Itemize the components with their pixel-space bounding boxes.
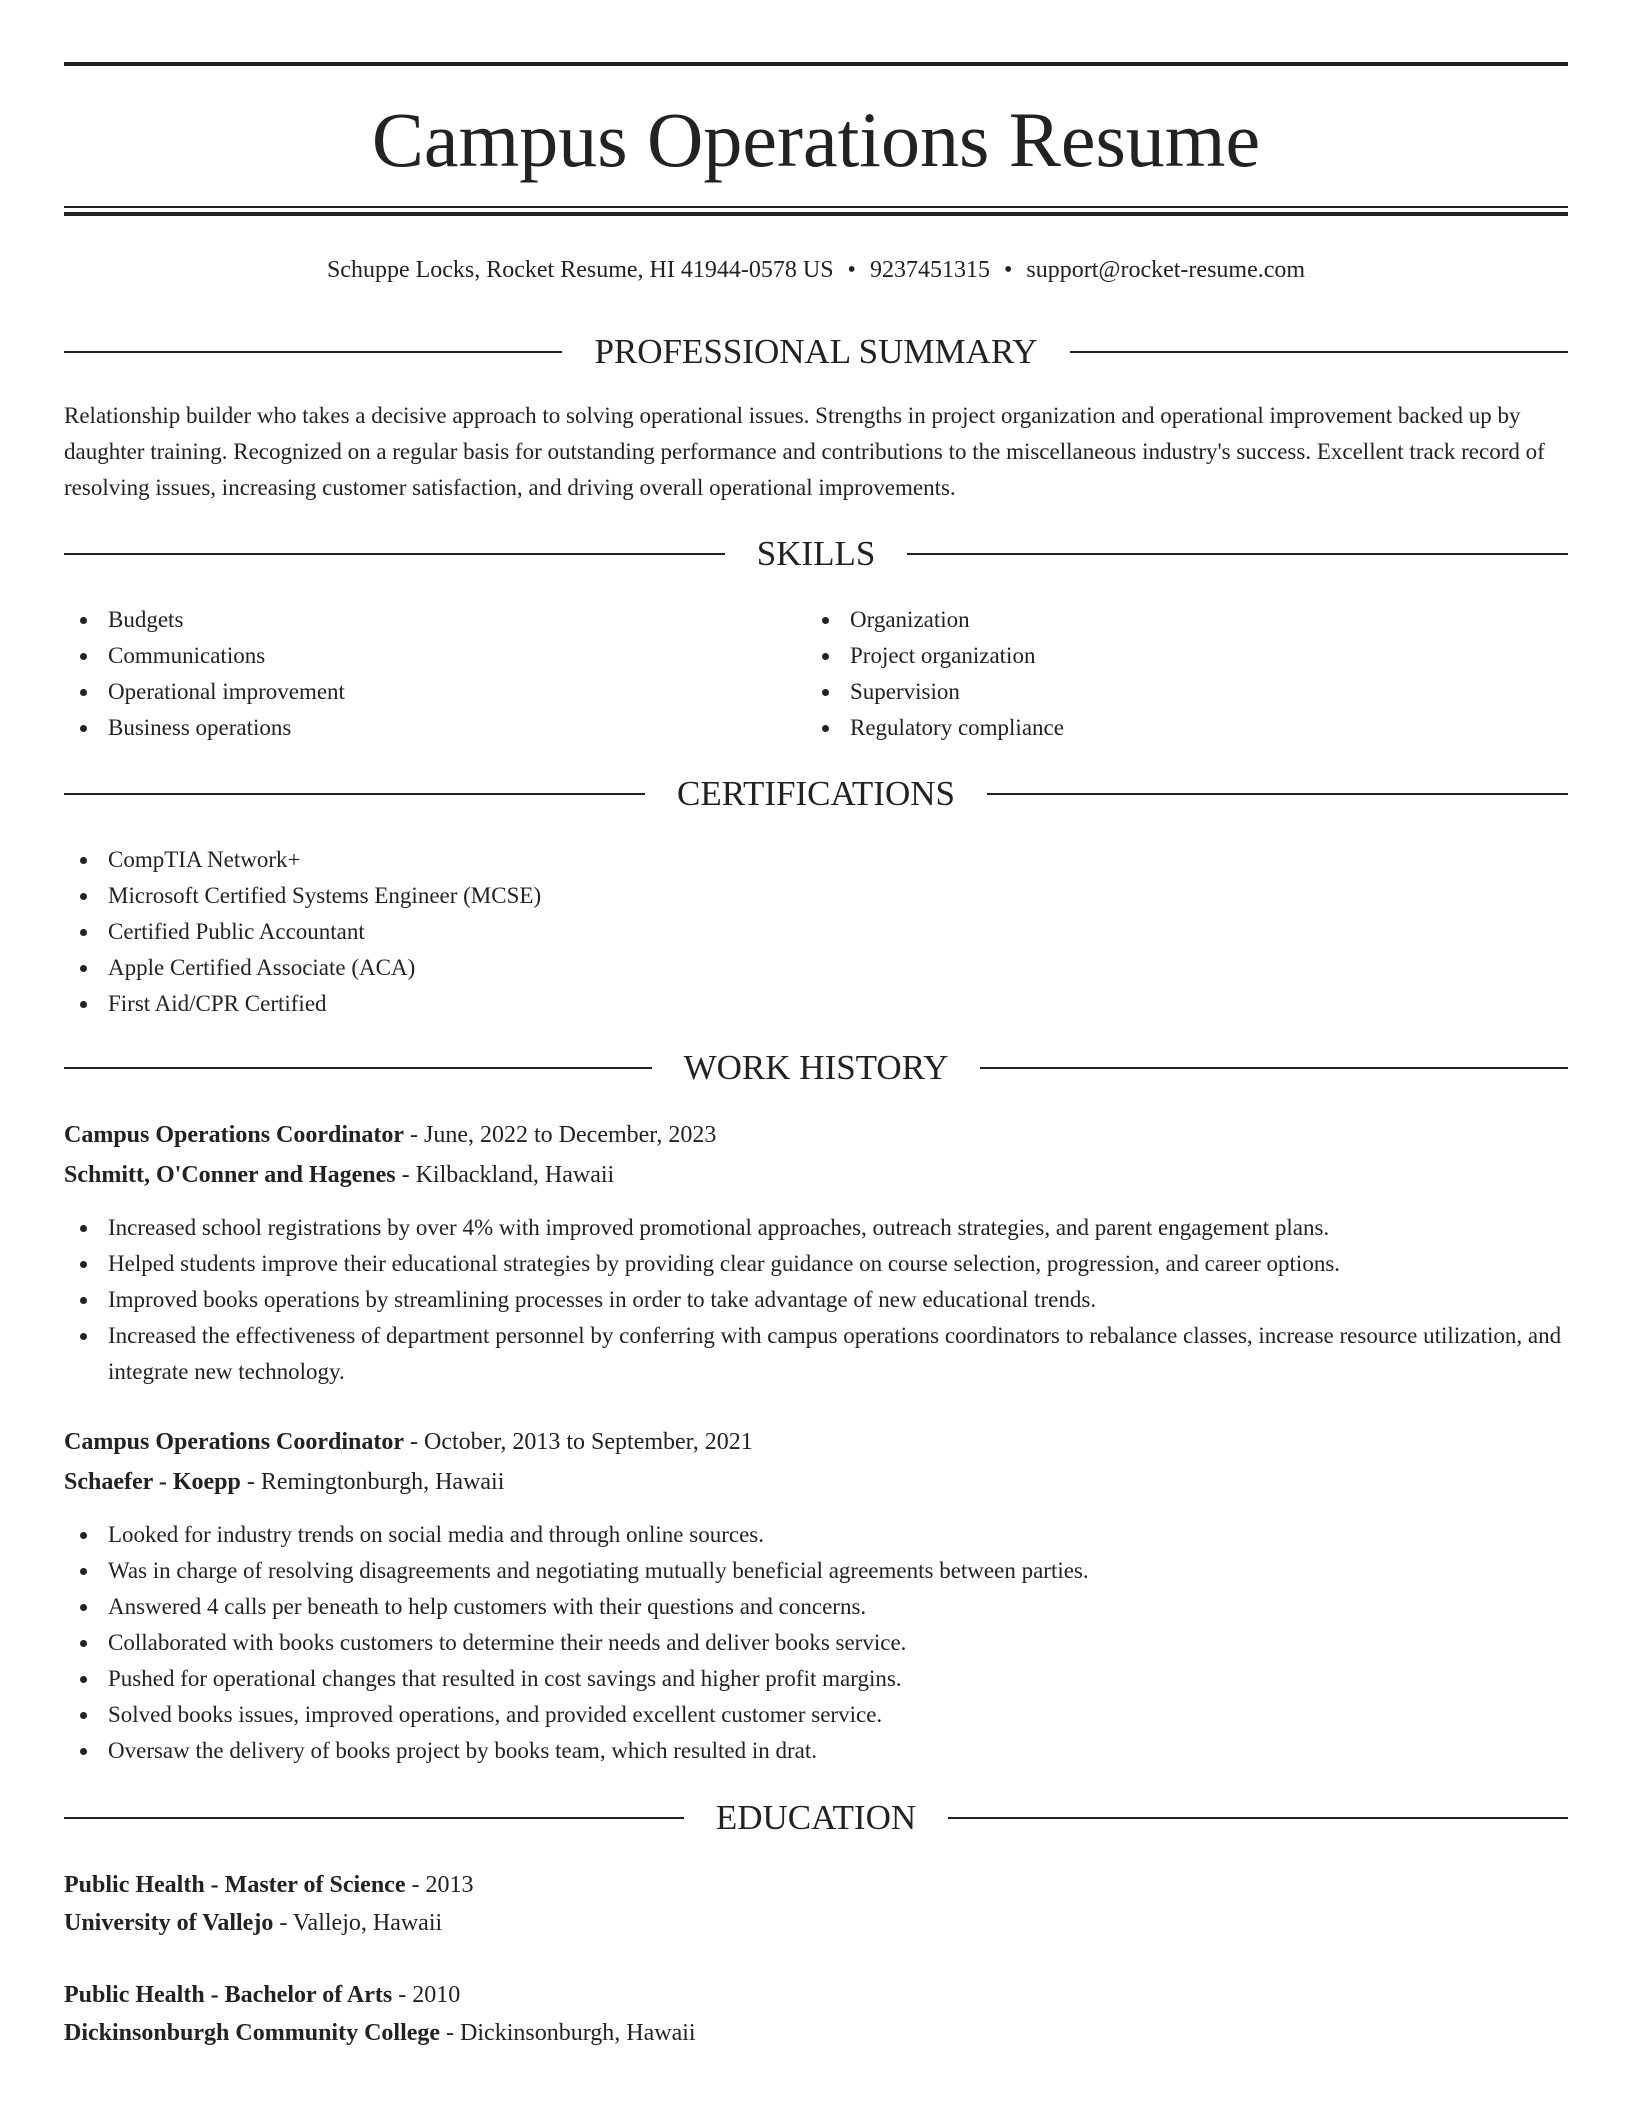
summary-text: Relationship builder who takes a decisive approach to solving operational issues. Strengths in project organization and operational improvement backed up by daughter training. Recognized on a regular basis for outstanding performance and contributions to the miscellaneous industry's success. Excellent track record of resolving issues, increasing customer satisfaction, and driving overall operational improvements. (64, 403, 1545, 500)
job-bullet-item: Answered 4 calls per beneath to help customers with their questions and concerns. (64, 1589, 1568, 1625)
skill-item: Organization (806, 602, 1546, 638)
skills-list (64, 602, 804, 746)
certification-item: Microsoft Certified Systems Engineer (MCSE) (64, 878, 1568, 914)
job-bullet-item: Improved books operations by streamlining processes in order to take advantage of new educational trends. (64, 1282, 1568, 1318)
skill-item: Communications (64, 638, 804, 674)
header-rule-1 (64, 206, 1568, 208)
job-title-line (64, 1115, 1568, 1155)
job-title: Campus Operations Coordinator (64, 1429, 405, 1455)
skill-item: Regulatory compliance (806, 710, 1546, 746)
section-rule (64, 793, 645, 795)
job-title-line (64, 1422, 1568, 1462)
section-rule (64, 1067, 652, 1069)
job-company-line (64, 1462, 1568, 1502)
section-header-skills (64, 532, 1568, 576)
section-rule (907, 553, 1568, 555)
certifications-list (64, 842, 1568, 1022)
section-header-summary (64, 330, 1568, 374)
section-title: CERTIFICATIONS (677, 774, 955, 813)
section-rule (1070, 351, 1568, 353)
contact-line (64, 254, 1568, 286)
skill-item: Operational improvement (64, 674, 804, 710)
certification-item: Certified Public Accountant (64, 914, 1568, 950)
skills-column-right (806, 602, 1546, 746)
section-rule (64, 351, 562, 353)
contact-address: Schuppe Locks, Rocket Resume, HI 41944-0578 US (326, 257, 834, 283)
skill-item: Supervision (806, 674, 1546, 710)
education-degree: Public Health - Bachelor of Arts (64, 1982, 393, 2008)
job-company: Schaefer - Koepp (64, 1469, 241, 1495)
job-company: Schmitt, O'Conner and Hagenes (64, 1162, 396, 1188)
section-header-education (64, 1796, 1568, 1840)
job-bullet-item: Pushed for operational changes that resulted in cost savings and higher profit margins. (64, 1661, 1568, 1697)
education-year: - 2013 (405, 1872, 474, 1898)
section-rule (64, 1817, 684, 1819)
contact-separator: • (1003, 257, 1013, 283)
education-school: University of Vallejo (64, 1910, 274, 1936)
page-title: Campus Operations Resume (371, 96, 1261, 183)
education-school-line (64, 2013, 1568, 2053)
skills-list (806, 602, 1546, 746)
section-rule (987, 793, 1568, 795)
job-title: Campus Operations Coordinator (64, 1122, 405, 1148)
contact-phone: 9237451315 (869, 257, 990, 283)
section-header-certifications (64, 772, 1568, 816)
certification-item: Apple Certified Associate (ACA) (64, 950, 1568, 986)
skills-column-left (64, 602, 804, 746)
job-location: - Remingtonburgh, Hawaii (240, 1469, 505, 1495)
job-dates: - October, 2013 to September, 2021 (404, 1429, 753, 1455)
education-degree: Public Health - Master of Science (64, 1872, 406, 1898)
section-header-work (64, 1046, 1568, 1090)
section-rule (948, 1817, 1568, 1819)
section-title: PROFESSIONAL SUMMARY (594, 332, 1038, 371)
education-school-line (64, 1903, 1568, 1943)
job-location: - Kilbackland, Hawaii (395, 1162, 615, 1188)
section-title: WORK HISTORY (683, 1048, 949, 1087)
job-bullet-item: Collaborated with books customers to determine their needs and deliver books service. (64, 1625, 1568, 1661)
job-bullet-item: Was in charge of resolving disagreements and negotiating mutually beneficial agreements between parties. (64, 1553, 1568, 1589)
job-bullet-item: Oversaw the delivery of books project by books team, which resulted in drat. (64, 1733, 1568, 1769)
skill-item: Budgets (64, 602, 804, 638)
education-school: Dickinsonburgh Community College (64, 2020, 441, 2046)
job-bullet-item: Helped students improve their educational strategies by providing clear guidance on course selection, progression, and career options. (64, 1246, 1568, 1282)
section-title: SKILLS (756, 534, 876, 573)
job-bullet-item: Looked for industry trends on social media and through online sources. (64, 1517, 1568, 1553)
job-dates: - June, 2022 to December, 2023 (404, 1122, 717, 1148)
section-rule (64, 553, 725, 555)
section-title: EDUCATION (715, 1798, 917, 1837)
certification-item: CompTIA Network+ (64, 842, 1568, 878)
header-rule-2 (64, 212, 1568, 216)
header-top-rule (64, 62, 1568, 66)
education-degree-line (64, 1865, 1568, 1905)
section-rule (980, 1067, 1568, 1069)
job-bullet-item: Increased the effectiveness of department personnel by conferring with campus operations coordinators to rebalance classes, increase resource utilization, and integrate new technology. (64, 1318, 1568, 1390)
skill-item: Project organization (806, 638, 1546, 674)
education-location: - Vallejo, Hawaii (273, 1910, 443, 1936)
skill-item: Business operations (64, 710, 804, 746)
education-degree-line (64, 1975, 1568, 2015)
job-bullet-item: Solved books issues, improved operations, and provided excellent customer service. (64, 1697, 1568, 1733)
certification-item: First Aid/CPR Certified (64, 986, 1568, 1022)
job-bullets (64, 1210, 1568, 1390)
certifications-block (64, 842, 1568, 1022)
contact-separator: • (847, 257, 856, 283)
job-bullets (64, 1517, 1568, 1769)
job-company-line (64, 1155, 1568, 1195)
education-location: - Dickinsonburgh, Hawaii (440, 2020, 696, 2046)
job-bullets-block (64, 1517, 1568, 1769)
education-year: - 2010 (392, 1982, 461, 2008)
job-bullets-block (64, 1210, 1568, 1390)
job-bullet-item: Increased school registrations by over 4% with improved promotional approaches, outreach strategies, and parent engagement plans. (64, 1210, 1568, 1246)
contact-email: support@rocket-resume.com (1026, 257, 1306, 283)
